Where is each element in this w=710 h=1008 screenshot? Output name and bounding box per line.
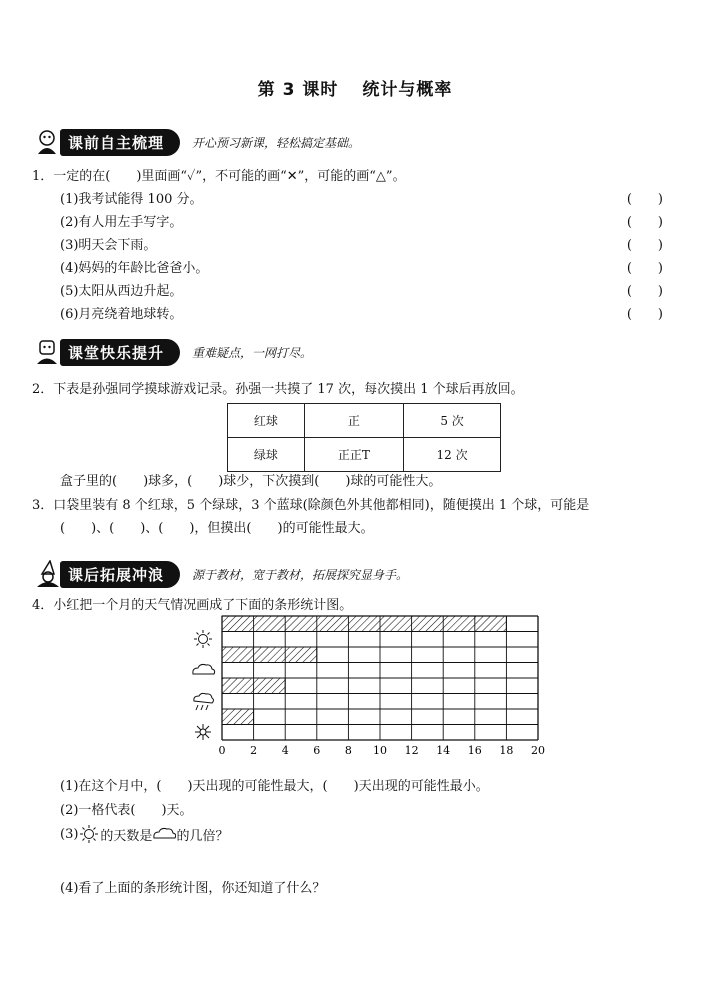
- x-tick-label: 2: [250, 744, 258, 757]
- table-row: [228, 404, 501, 438]
- x-tick-label: 12: [404, 744, 419, 757]
- table-cell: 绿球: [228, 438, 305, 472]
- table-row: [228, 438, 501, 472]
- weather-bar-chart: [185, 610, 555, 770]
- table-cell: 5 次: [404, 404, 501, 438]
- q4-sub-4: (4)看了上面的条形统计图，你还知道了什么？: [60, 881, 326, 896]
- rain-icon: [194, 693, 214, 710]
- q4-sub-3-middle: 的天数是: [100, 828, 153, 844]
- q4-sub-2: (2)一格代表( )天。: [60, 803, 193, 818]
- q1-item-3: (3)明天会下雨。: [60, 238, 157, 253]
- record-table: [227, 403, 501, 472]
- q2-stem: 2．下表是孙强同学摸球游戏记录。孙强一共摸了 17 次，每次摸出 1 个球后再放回。: [32, 382, 524, 397]
- q4-sub-3-prefix: (3): [60, 826, 79, 842]
- table-cell: 正: [304, 404, 403, 438]
- q1-item-4: (4)妈妈的年龄比爸爸小。: [60, 261, 209, 276]
- snow-icon: [195, 724, 211, 740]
- q1-item-6: (6)月亮绕着地球转。: [60, 307, 183, 322]
- banner-slogan: 重难疑点，一网打尽。: [192, 345, 313, 360]
- q1-answer-6[interactable]: ( ): [626, 307, 663, 322]
- q1-answer-4[interactable]: ( ): [626, 261, 663, 276]
- q4-sub-3: [60, 824, 228, 844]
- chart-bars: [222, 616, 506, 725]
- q3-line-1: 3．口袋里装有 8 个红球，5 个绿球，3 个蓝球(除颜色外其他都相同)，随便摸出 1 个球，可能是: [32, 498, 590, 513]
- mascot-icon: [32, 128, 62, 156]
- x-tick-label: 18: [499, 744, 514, 757]
- q1-item-5: (5)太阳从西边升起。: [60, 284, 183, 299]
- q4-sub-1: (1)在这个月中，( )天出现的可能性最大，( )天出现的可能性最小。: [60, 779, 489, 794]
- q1-answer-2[interactable]: ( ): [626, 215, 663, 230]
- q3-line-2: ( )、( )、( )，但摸出( )的可能性最大。: [60, 521, 374, 536]
- banner-label: 课堂快乐提升: [60, 339, 180, 366]
- cloudy-icon: [193, 664, 215, 674]
- section-banner-extension: [32, 560, 408, 588]
- page-title: [0, 75, 710, 100]
- x-tick-label: 14: [436, 744, 451, 757]
- x-tick-label: 10: [373, 744, 387, 757]
- mascot-icon: [32, 338, 62, 366]
- table-cell: 正正T: [304, 438, 403, 472]
- x-tick-label: 16: [467, 744, 482, 757]
- section-banner-classroom: [32, 338, 312, 366]
- banner-slogan: 开心预习新课，轻松搞定基础。: [192, 135, 361, 150]
- x-tick-label: 4: [281, 744, 289, 757]
- q1-stem: 1．一定的在( )里面画“✓”，不可能的画“✕”，可能的画“△”。: [32, 169, 406, 184]
- x-tick-label: 8: [344, 744, 352, 757]
- mascot-icon: [32, 560, 62, 588]
- table-cell: 12 次: [404, 438, 501, 472]
- q1-item-2: (2)有人用左手写字。: [60, 215, 183, 230]
- x-tick-label: 6: [313, 744, 321, 757]
- sunny-icon: [194, 630, 212, 648]
- banner-label: 课前自主梳理: [60, 129, 180, 156]
- q1-item-1: (1)我考试能得 100 分。: [60, 192, 203, 207]
- x-axis-ticks: [219, 744, 546, 757]
- cloudy-icon: [152, 826, 176, 842]
- bar-snow-icon: [222, 709, 254, 725]
- x-tick-label: 20: [531, 744, 545, 757]
- bar-cloudy-icon: [222, 647, 317, 663]
- q1-answer-5[interactable]: ( ): [626, 284, 663, 299]
- lesson-topic: 统计与概率: [362, 80, 453, 100]
- x-tick-label: 0: [218, 744, 226, 757]
- section-banner-preview: [32, 128, 360, 156]
- table-cell: 红球: [228, 404, 305, 438]
- bar-sunny-icon: [222, 616, 506, 632]
- q1-answer-1[interactable]: ( ): [626, 192, 663, 207]
- banner-slogan: 源于教材，宽于教材，拓展探究显身手。: [192, 567, 409, 582]
- bar-rain-icon: [222, 678, 285, 694]
- lesson-number: 第 3 课时: [257, 80, 339, 100]
- banner-label: 课后拓展冲浪: [60, 561, 180, 588]
- q4-stem: 4．小红把一个月的天气情况画成了下面的条形统计图。: [32, 598, 353, 613]
- q4-sub-3-suffix: 的几倍？: [176, 828, 229, 844]
- sunny-icon: [78, 824, 100, 844]
- q1-answer-3[interactable]: ( ): [626, 238, 663, 253]
- q2-follow-up: 盒子里的( )球多，( )球少，下次摸到( )球的可能性大。: [60, 474, 442, 489]
